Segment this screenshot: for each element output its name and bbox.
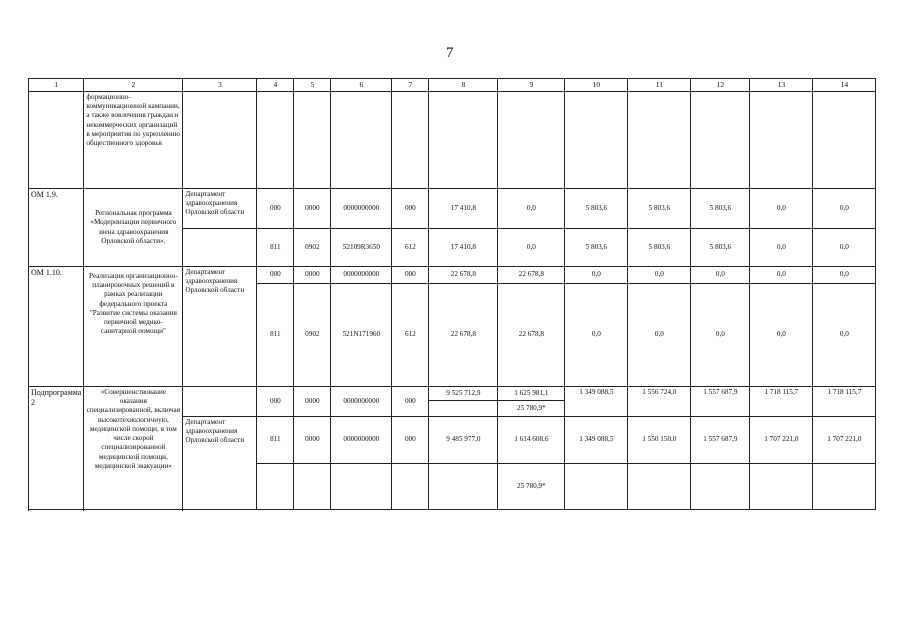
- col-header: 8: [429, 79, 498, 92]
- table-cell: 612: [392, 284, 429, 387]
- table-cell: 000: [257, 387, 294, 417]
- department: Департамент здравоохранения Орловской области: [183, 189, 257, 229]
- continued-description: формационно-коммуникационной кампании, а также вовлечения граждан и некоммерческих организаций в мероприятия по укреплению общественного здоровья: [84, 92, 183, 189]
- table-cell: 0000: [294, 189, 331, 229]
- measure-name: Региональная программа «Модернизации первичного звена здравоохранения Орловской области».: [84, 189, 183, 267]
- table-cell: 0000000000: [331, 267, 392, 284]
- department: Департамент здравоохранения Орловской области: [183, 417, 257, 510]
- table-cell: 0,0: [750, 229, 813, 267]
- footnote-value: 25 780,9*: [498, 401, 565, 417]
- table-cell: 0,0: [498, 229, 565, 267]
- table-cell: 0000: [294, 387, 331, 417]
- table-cell: 0,0: [691, 284, 750, 387]
- table-cell: 1 718 115,7: [750, 387, 813, 417]
- table-cell: 521N171960: [331, 284, 392, 387]
- table-row: [29, 189, 876, 229]
- col-header: 12: [691, 79, 750, 92]
- table-cell: 22 678,8: [498, 267, 565, 284]
- table-cell: 0,0: [565, 267, 628, 284]
- footnote-value: 25 780,9*: [498, 464, 565, 510]
- table-cell: 5 803,6: [565, 229, 628, 267]
- table-cell: 000: [392, 387, 429, 417]
- table-cell: 000: [392, 267, 429, 284]
- table-cell: 0,0: [691, 267, 750, 284]
- table-cell: 000: [392, 189, 429, 229]
- col-header: 9: [498, 79, 565, 92]
- col-header: 4: [257, 79, 294, 92]
- table-cell: 17 410,8: [429, 229, 498, 267]
- table-cell: 1 557 687,9: [691, 387, 750, 417]
- table-cell: 0000000000: [331, 189, 392, 229]
- table-cell: 811: [257, 284, 294, 387]
- table-cell: 811: [257, 229, 294, 267]
- col-header: 5: [294, 79, 331, 92]
- measure-code: ОМ 1.10.: [29, 267, 84, 387]
- col-header: 3: [183, 79, 257, 92]
- table-cell: 1 707 221,0: [813, 417, 876, 464]
- col-header: 10: [565, 79, 628, 92]
- table-cell: 9 525 712,9: [429, 387, 498, 401]
- col-header: 11: [628, 79, 691, 92]
- subprogram-code: Подпрограмма 2: [29, 387, 84, 510]
- table-cell: 1 718 115,7: [813, 387, 876, 417]
- page-number: 7: [446, 45, 454, 61]
- table-cell: 1 614 608,6: [498, 417, 565, 464]
- header-row: [29, 79, 876, 92]
- table-cell: 612: [392, 229, 429, 267]
- table-cell: 811: [257, 417, 294, 464]
- table-cell: 5 803,6: [691, 189, 750, 229]
- table-cell: 5 803,6: [628, 189, 691, 229]
- table-cell: 0902: [294, 229, 331, 267]
- col-header: 6: [331, 79, 392, 92]
- subprogram-name: «Совершенствование оказания специализированной, включая высокотехнологичную, медицинской помощи, в том числе скорой специализированной медицинской помощи, медицинской эвакуации»: [84, 387, 183, 510]
- table-cell: 5 803,6: [628, 229, 691, 267]
- table-cell: 0,0: [750, 267, 813, 284]
- table-cell: 0000: [294, 417, 331, 464]
- table-cell: 5 803,6: [565, 189, 628, 229]
- table-cell: 22 678,8: [429, 284, 498, 387]
- table-cell: 17 410,8: [429, 189, 498, 229]
- col-header: 2: [84, 79, 183, 92]
- table-cell: 0000000000: [331, 417, 392, 464]
- table-cell: 0000: [294, 267, 331, 284]
- table-cell: 0,0: [750, 284, 813, 387]
- col-header: 1: [29, 79, 84, 92]
- table-cell: 0902: [294, 284, 331, 387]
- table-cell: 0,0: [813, 229, 876, 267]
- table-row: [29, 267, 876, 284]
- table-cell: 0,0: [813, 189, 876, 229]
- table-cell: 0,0: [498, 189, 565, 229]
- table-cell: 0,0: [565, 284, 628, 387]
- table-cell: 52109R3650: [331, 229, 392, 267]
- table-cell: 000: [257, 189, 294, 229]
- table-cell: 0,0: [628, 284, 691, 387]
- measure-code: ОМ 1.9.: [29, 189, 84, 267]
- measure-name: Реализация организационно-планировочных решений в рамках реализации федерального проекта "Развитие системы оказания первичной медико-санитарной помощи": [84, 267, 183, 387]
- budget-table: [28, 78, 876, 510]
- table-cell: 000: [257, 267, 294, 284]
- table-cell: 1 550 150,0: [628, 417, 691, 464]
- table-cell: 5 803,6: [691, 229, 750, 267]
- table-cell: 0,0: [628, 267, 691, 284]
- table-cell: 1 556 724,0: [628, 387, 691, 417]
- table-cell: 0,0: [813, 284, 876, 387]
- department: Департамент здравоохранения Орловской области: [183, 267, 257, 387]
- table-cell: 1 349 088,5: [565, 417, 628, 464]
- table-cell: 9 485 977,0: [429, 417, 498, 464]
- table-row: [29, 92, 876, 189]
- table-cell: 0000000000: [331, 387, 392, 417]
- table-cell: 22 678,8: [498, 284, 565, 387]
- table-row: [29, 387, 876, 401]
- table-cell: 1 707 221,0: [750, 417, 813, 464]
- table-cell: 1 557 687,9: [691, 417, 750, 464]
- table-cell: 22 678,8: [429, 267, 498, 284]
- table-cell: 0,0: [750, 189, 813, 229]
- table-cell: 0,0: [813, 267, 876, 284]
- table-cell: 1 349 088,5: [565, 387, 628, 417]
- col-header: 14: [813, 79, 876, 92]
- table-cell: 1 625 981,1: [498, 387, 565, 401]
- col-header: 7: [392, 79, 429, 92]
- table-cell: 000: [392, 417, 429, 464]
- col-header: 13: [750, 79, 813, 92]
